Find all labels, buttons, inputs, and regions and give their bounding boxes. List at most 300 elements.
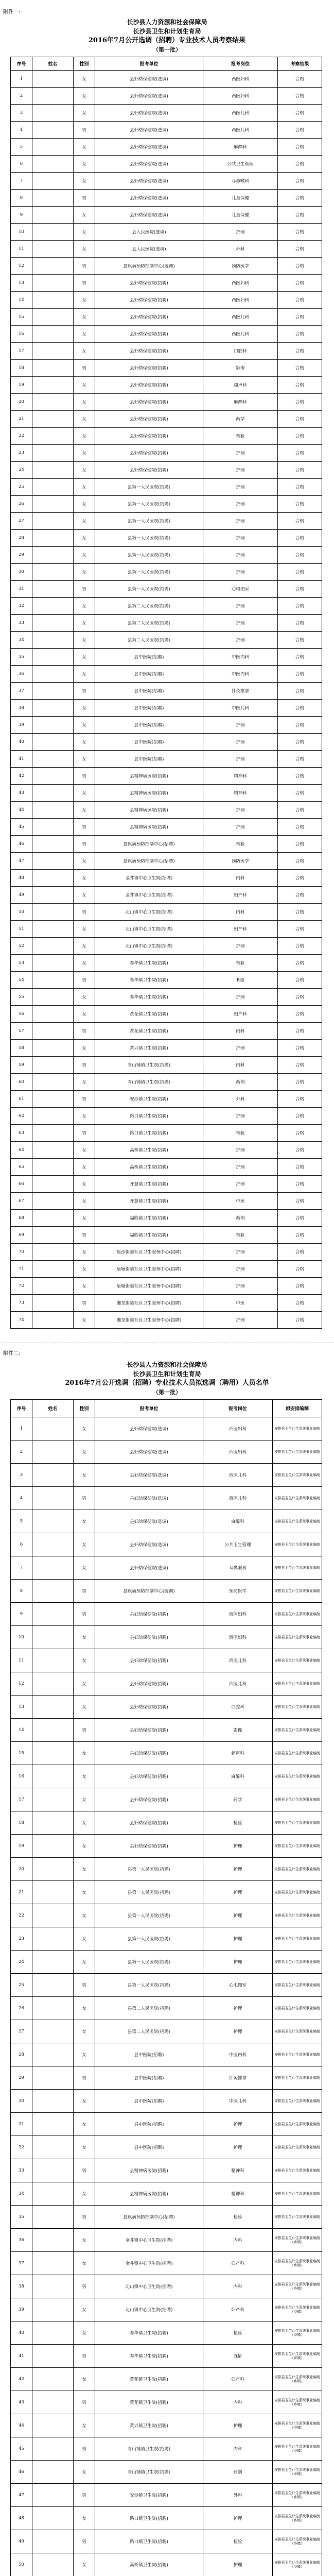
row-post: 西医儿科 bbox=[203, 1487, 273, 1510]
row-result: 合格 bbox=[278, 972, 322, 989]
row-arrangement: 安排县卫生计生系统事业编制 bbox=[273, 1626, 322, 1649]
row-post: 护理 bbox=[203, 2113, 273, 2136]
row-index: 41 bbox=[11, 751, 32, 768]
row-name bbox=[32, 105, 74, 122]
row-name bbox=[32, 1295, 74, 1312]
table-row bbox=[11, 581, 322, 598]
row-index: 3 bbox=[11, 1464, 32, 1487]
row-name bbox=[32, 2275, 74, 2298]
row-post: 检验 bbox=[203, 1227, 278, 1244]
row-index: 15 bbox=[11, 309, 32, 326]
row-gender: 女 bbox=[74, 1742, 95, 1765]
row-name bbox=[32, 2553, 74, 2576]
row-gender: 女 bbox=[74, 1074, 95, 1091]
row-unit: 县中医院(招聘) bbox=[95, 700, 203, 717]
table-row bbox=[11, 309, 322, 326]
row-result: 合格 bbox=[278, 615, 322, 632]
row-gender: 女 bbox=[74, 870, 95, 887]
row-unit: 县妇幼保健院(选调) bbox=[95, 1440, 203, 1464]
row-unit: 县中医院(招聘) bbox=[95, 683, 203, 700]
row-name bbox=[32, 1040, 74, 1057]
row-post: 心电图室 bbox=[203, 1974, 273, 1997]
row-name bbox=[32, 853, 74, 870]
row-index: 25 bbox=[11, 479, 32, 496]
row-index: 25 bbox=[11, 1974, 32, 1997]
row-result: 合格 bbox=[278, 1108, 322, 1125]
annex1-header-gender: 性别 bbox=[74, 57, 95, 71]
row-index: 38 bbox=[11, 700, 32, 717]
row-name bbox=[32, 2461, 74, 2484]
table-row bbox=[11, 1091, 322, 1108]
row-post: 中医 bbox=[203, 1295, 278, 1312]
row-post: 西医儿科 bbox=[203, 1672, 273, 1696]
row-result: 合格 bbox=[278, 683, 322, 700]
row-index: 32 bbox=[11, 598, 32, 615]
row-post: 护理 bbox=[203, 513, 278, 530]
row-index: 47 bbox=[11, 853, 32, 870]
row-unit: 县第一人民医院(招聘) bbox=[95, 479, 203, 496]
table-row bbox=[11, 1788, 322, 1811]
table-row bbox=[11, 853, 322, 870]
row-post: 护理 bbox=[203, 2507, 273, 2530]
row-index: 19 bbox=[11, 377, 32, 394]
row-unit: 县妇幼保健院(选调) bbox=[95, 173, 203, 190]
row-result: 合格 bbox=[278, 428, 322, 445]
row-unit: 县妇幼保健院(招聘) bbox=[95, 1626, 203, 1649]
row-name bbox=[32, 2321, 74, 2345]
table-row bbox=[11, 190, 322, 207]
row-gender: 女 bbox=[74, 853, 95, 870]
row-gender: 女 bbox=[74, 2113, 95, 2136]
row-gender: 男 bbox=[74, 1091, 95, 1108]
row-index: 69 bbox=[11, 1227, 32, 1244]
row-name bbox=[32, 768, 74, 785]
row-index: 45 bbox=[11, 819, 32, 836]
row-arrangement: 安排县卫生计生系统事业编制 bbox=[273, 1556, 322, 1580]
table-row bbox=[11, 1556, 322, 1580]
row-arrangement: 安排县卫生计生系统事业编制（乡镇） bbox=[273, 2345, 322, 2368]
row-name bbox=[32, 1074, 74, 1091]
annex1-header-name: 姓名 bbox=[32, 57, 74, 71]
row-arrangement: 安排县卫生计生系统事业编制 bbox=[273, 1487, 322, 1510]
row-result: 合格 bbox=[278, 360, 322, 377]
row-index: 56 bbox=[11, 1006, 32, 1023]
row-name bbox=[32, 1142, 74, 1159]
row-name bbox=[32, 2345, 74, 2368]
annex1-title-line-2: 长沙县卫生和计划生育局 bbox=[133, 28, 201, 35]
row-gender: 女 bbox=[74, 1312, 95, 1329]
row-index: 62 bbox=[11, 1108, 32, 1125]
annex1-title-line-4: （第一批） bbox=[153, 46, 181, 53]
row-unit: 县妇幼保健院(选调) bbox=[95, 156, 203, 173]
row-name bbox=[32, 785, 74, 802]
annex1-results-table bbox=[10, 57, 322, 1329]
row-gender: 女 bbox=[74, 1417, 95, 1440]
row-name bbox=[32, 513, 74, 530]
row-post: 护理 bbox=[203, 1261, 278, 1278]
table-row bbox=[11, 1672, 322, 1696]
row-result: 合格 bbox=[278, 904, 322, 921]
row-index: 64 bbox=[11, 1142, 32, 1159]
row-gender: 女 bbox=[74, 1626, 95, 1649]
row-gender: 男 bbox=[74, 2437, 95, 2461]
table-row bbox=[11, 2391, 322, 2414]
row-index: 72 bbox=[11, 1278, 32, 1295]
row-post: 预防医学 bbox=[203, 853, 278, 870]
row-result: 合格 bbox=[278, 258, 322, 275]
row-post: 妇产科 bbox=[203, 2252, 273, 2275]
row-post: 检验 bbox=[203, 1125, 278, 1142]
row-index: 26 bbox=[11, 496, 32, 513]
row-unit: 县中医院(招聘) bbox=[95, 751, 203, 768]
row-gender: 女 bbox=[74, 462, 95, 479]
row-post: 外科 bbox=[203, 2484, 273, 2507]
row-unit: 县人民医院(选调) bbox=[95, 241, 203, 258]
table-row bbox=[11, 734, 322, 751]
row-unit: 福临镇卫生院(招聘) bbox=[95, 1210, 203, 1227]
row-name bbox=[32, 2020, 74, 2043]
row-arrangement: 安排县卫生计生系统事业编制（乡镇） bbox=[273, 2530, 322, 2553]
row-post: 护理 bbox=[203, 1904, 273, 1927]
row-index: 51 bbox=[11, 921, 32, 938]
row-gender: 女 bbox=[74, 224, 95, 241]
row-post: 药学 bbox=[203, 1788, 273, 1811]
row-name bbox=[32, 360, 74, 377]
row-gender: 男 bbox=[74, 360, 95, 377]
row-arrangement: 安排县卫生计生系统事业编制（乡镇） bbox=[273, 2252, 322, 2275]
row-name bbox=[32, 1533, 74, 1556]
row-result: 合格 bbox=[278, 751, 322, 768]
row-unit: 安沙镇卫生院(招聘) bbox=[95, 1091, 203, 1108]
row-result: 合格 bbox=[278, 1278, 322, 1295]
table-row bbox=[11, 377, 322, 394]
row-arrangement: 安排县卫生计生系统事业编制 bbox=[273, 2090, 322, 2113]
row-post: 内科 bbox=[203, 2229, 273, 2252]
row-name bbox=[32, 1176, 74, 1193]
table-row bbox=[11, 666, 322, 683]
row-name bbox=[32, 1091, 74, 1108]
row-result: 合格 bbox=[278, 462, 322, 479]
row-name bbox=[32, 717, 74, 734]
table-row bbox=[11, 2159, 322, 2182]
row-gender: 男 bbox=[74, 122, 95, 139]
row-gender: 女 bbox=[74, 2553, 95, 2576]
row-name bbox=[32, 530, 74, 547]
row-index: 57 bbox=[11, 1023, 32, 1040]
row-name bbox=[32, 2090, 74, 2113]
row-gender: 男 bbox=[74, 1227, 95, 1244]
row-post: 护理 bbox=[203, 445, 278, 462]
row-unit: 县第一人民医院(招聘) bbox=[95, 530, 203, 547]
row-arrangement: 安排县卫生计生系统事业编制 bbox=[273, 1672, 322, 1696]
row-name bbox=[32, 1696, 74, 1719]
row-index: 39 bbox=[11, 717, 32, 734]
row-unit: 县疾病预防控制中心(选调) bbox=[95, 258, 203, 275]
annex1-label: 附件一: bbox=[3, 9, 21, 15]
table-row bbox=[11, 2090, 322, 2113]
row-post: 护理 bbox=[203, 734, 278, 751]
row-result: 合格 bbox=[278, 768, 322, 785]
row-post: 护理 bbox=[203, 564, 278, 581]
row-result: 合格 bbox=[278, 1295, 322, 1312]
row-index: 13 bbox=[11, 275, 32, 292]
row-unit: 县妇幼保健院(选调) bbox=[95, 71, 203, 88]
row-gender: 女 bbox=[74, 1142, 95, 1159]
row-post: 外科 bbox=[203, 1091, 278, 1108]
row-index: 59 bbox=[11, 1057, 32, 1074]
table-row bbox=[11, 88, 322, 105]
row-name bbox=[32, 1227, 74, 1244]
table-row bbox=[11, 2020, 322, 2043]
row-name bbox=[32, 1974, 74, 1997]
row-post: 西医妇科 bbox=[203, 1626, 273, 1649]
row-unit: 县精神病医院(招聘) bbox=[95, 819, 203, 836]
row-unit: 县妇幼保健院(招聘) bbox=[95, 1603, 203, 1626]
row-index: 43 bbox=[11, 785, 32, 802]
row-gender: 男 bbox=[74, 972, 95, 989]
table-row bbox=[11, 1227, 322, 1244]
row-index: 19 bbox=[11, 1835, 32, 1858]
row-name bbox=[32, 1580, 74, 1603]
row-name bbox=[32, 1006, 74, 1023]
row-gender: 女 bbox=[74, 1696, 95, 1719]
row-post: 中医内科 bbox=[203, 2043, 273, 2066]
table-row bbox=[11, 2229, 322, 2252]
row-name bbox=[32, 309, 74, 326]
row-name bbox=[32, 2368, 74, 2391]
row-name bbox=[32, 2113, 74, 2136]
row-result: 合格 bbox=[278, 717, 322, 734]
row-post: 药剂 bbox=[203, 2461, 273, 2484]
row-name bbox=[32, 1487, 74, 1510]
row-arrangement: 安排县卫生计生系统事业编制 bbox=[273, 1417, 322, 1440]
row-gender: 女 bbox=[74, 1210, 95, 1227]
row-unit: 县第一人民医院(招聘) bbox=[95, 1951, 203, 1974]
row-index: 44 bbox=[11, 802, 32, 819]
row-index: 27 bbox=[11, 2020, 32, 2043]
table-row bbox=[11, 1765, 322, 1788]
table-row bbox=[11, 1040, 322, 1057]
table-row bbox=[11, 2298, 322, 2321]
row-index: 35 bbox=[11, 649, 32, 666]
row-result: 合格 bbox=[278, 887, 322, 904]
row-unit: 黄花镇卫生院(招聘) bbox=[95, 2391, 203, 2414]
row-index: 10 bbox=[11, 1626, 32, 1649]
row-name bbox=[32, 1244, 74, 1261]
table-row bbox=[11, 1881, 322, 1904]
row-gender: 女 bbox=[74, 1788, 95, 1811]
row-arrangement: 安排县卫生计生系统事业编制 bbox=[273, 1533, 322, 1556]
row-index: 24 bbox=[11, 462, 32, 479]
row-name bbox=[32, 445, 74, 462]
row-result: 合格 bbox=[278, 479, 322, 496]
row-index: 21 bbox=[11, 411, 32, 428]
table-row bbox=[11, 1649, 322, 1672]
row-post: 护理 bbox=[203, 1244, 278, 1261]
row-index: 22 bbox=[11, 1904, 32, 1927]
table-row bbox=[11, 122, 322, 139]
row-post: 耳鼻喉科 bbox=[203, 173, 278, 190]
row-index: 4 bbox=[11, 1487, 32, 1510]
row-unit: 湘龙街道社区卫生服务中心(招聘) bbox=[95, 1312, 203, 1329]
row-post: 内科 bbox=[203, 2391, 273, 2414]
table-row bbox=[11, 1951, 322, 1974]
row-post: 护理 bbox=[203, 1858, 273, 1881]
row-result: 合格 bbox=[278, 836, 322, 853]
row-index: 58 bbox=[11, 1040, 32, 1057]
row-gender: 女 bbox=[74, 1464, 95, 1487]
row-post: 药学 bbox=[203, 411, 278, 428]
row-post: 麻醉科 bbox=[203, 139, 278, 156]
row-gender: 女 bbox=[74, 2298, 95, 2321]
row-index: 27 bbox=[11, 513, 32, 530]
annex1-header-result: 考察结果 bbox=[278, 57, 322, 71]
row-result: 合格 bbox=[278, 1125, 322, 1142]
table-row bbox=[11, 2136, 322, 2159]
row-gender: 男 bbox=[74, 683, 95, 700]
row-result: 合格 bbox=[278, 1074, 322, 1091]
row-unit: 春华镇卫生院(招聘) bbox=[95, 955, 203, 972]
row-gender: 女 bbox=[74, 1261, 95, 1278]
row-index: 40 bbox=[11, 734, 32, 751]
row-index: 9 bbox=[11, 207, 32, 224]
row-result: 合格 bbox=[278, 734, 322, 751]
row-name bbox=[32, 2484, 74, 2507]
row-post: 公共卫生管理 bbox=[203, 1533, 273, 1556]
table-row bbox=[11, 156, 322, 173]
row-post: 中医内科 bbox=[203, 649, 278, 666]
row-result: 合格 bbox=[278, 989, 322, 1006]
table-row bbox=[11, 2368, 322, 2391]
row-gender: 女 bbox=[74, 377, 95, 394]
row-index: 10 bbox=[11, 224, 32, 241]
row-result: 合格 bbox=[278, 1040, 322, 1057]
row-result: 合格 bbox=[278, 105, 322, 122]
row-unit: 县中医院(招聘) bbox=[95, 2090, 203, 2113]
row-index: 34 bbox=[11, 2182, 32, 2206]
table-row bbox=[11, 360, 322, 377]
table-row bbox=[11, 1006, 322, 1023]
row-index: 37 bbox=[11, 683, 32, 700]
row-result: 合格 bbox=[278, 275, 322, 292]
table-row bbox=[11, 139, 322, 156]
row-arrangement: 安排县卫生计生系统事业编制 bbox=[273, 1742, 322, 1765]
row-index: 9 bbox=[11, 1603, 32, 1626]
row-gender: 男 bbox=[74, 1023, 95, 1040]
row-name bbox=[32, 989, 74, 1006]
table-row bbox=[11, 1464, 322, 1487]
row-name bbox=[32, 683, 74, 700]
table-row bbox=[11, 921, 322, 938]
row-unit: 县妇幼保健院(选调) bbox=[95, 1417, 203, 1440]
row-gender: 女 bbox=[74, 785, 95, 802]
row-gender: 男 bbox=[74, 2530, 95, 2553]
row-unit: 县精神病医院(招聘) bbox=[95, 768, 203, 785]
row-name bbox=[32, 1765, 74, 1788]
row-index: 12 bbox=[11, 258, 32, 275]
row-post: 中医儿科 bbox=[203, 2090, 273, 2113]
row-gender: 女 bbox=[74, 1278, 95, 1295]
row-name bbox=[32, 938, 74, 955]
table-row bbox=[11, 394, 322, 411]
table-row bbox=[11, 2507, 322, 2530]
row-post: 护理 bbox=[203, 1108, 278, 1125]
row-index: 24 bbox=[11, 1951, 32, 1974]
row-result: 合格 bbox=[278, 224, 322, 241]
row-post: 麻醉科 bbox=[203, 1510, 273, 1533]
table-row bbox=[11, 904, 322, 921]
row-gender: 男 bbox=[74, 2345, 95, 2368]
table-row bbox=[11, 955, 322, 972]
row-index: 48 bbox=[11, 2507, 32, 2530]
row-gender: 女 bbox=[74, 428, 95, 445]
row-unit: 县妇幼保健院(选调) bbox=[95, 1533, 203, 1556]
row-gender: 女 bbox=[74, 666, 95, 683]
row-result: 合格 bbox=[278, 190, 322, 207]
row-index: 11 bbox=[11, 1649, 32, 1672]
row-unit: 县第二人民医院(招聘) bbox=[95, 2020, 203, 2043]
row-gender: 女 bbox=[74, 2229, 95, 2252]
table-row bbox=[11, 530, 322, 547]
row-result: 合格 bbox=[278, 394, 322, 411]
table-row bbox=[11, 326, 322, 343]
row-name bbox=[32, 1125, 74, 1142]
annex2-header-arrangement: 拟安排编制 bbox=[273, 1400, 322, 1417]
table-row bbox=[11, 258, 322, 275]
table-row bbox=[11, 2252, 322, 2275]
table-row bbox=[11, 2113, 322, 2136]
row-index: 32 bbox=[11, 2136, 32, 2159]
row-name bbox=[32, 2066, 74, 2090]
table-row bbox=[11, 1626, 322, 1649]
row-gender: 男 bbox=[74, 1295, 95, 1312]
row-result: 合格 bbox=[278, 1159, 322, 1176]
row-post: 护理 bbox=[203, 802, 278, 819]
row-arrangement: 安排县卫生计生系统事业编制（乡镇） bbox=[273, 2437, 322, 2461]
row-result: 合格 bbox=[278, 139, 322, 156]
row-unit: 县中医院(招聘) bbox=[95, 734, 203, 751]
row-name bbox=[32, 1951, 74, 1974]
row-post: 内科 bbox=[203, 1023, 278, 1040]
row-unit: 县妇幼保健院(选调) bbox=[95, 1464, 203, 1487]
row-unit: 县妇幼保健院(招聘) bbox=[95, 309, 203, 326]
row-gender: 女 bbox=[74, 615, 95, 632]
row-unit: 青山铺镇卫生院(招聘) bbox=[95, 2461, 203, 2484]
row-index: 16 bbox=[11, 326, 32, 343]
row-post: 护理 bbox=[203, 530, 278, 547]
row-unit: 县妇幼保健院(招聘) bbox=[95, 275, 203, 292]
row-name bbox=[32, 1997, 74, 2020]
row-arrangement: 安排县卫生计生系统事业编制 bbox=[273, 1811, 322, 1835]
row-name bbox=[32, 1811, 74, 1835]
row-unit: 青山铺镇卫生院(招聘) bbox=[95, 2437, 203, 2461]
row-arrangement: 安排县卫生计生系统事业编制 bbox=[273, 1649, 322, 1672]
row-gender: 女 bbox=[74, 445, 95, 462]
row-post: 护理 bbox=[203, 479, 278, 496]
row-gender: 女 bbox=[74, 241, 95, 258]
table-row bbox=[11, 292, 322, 309]
row-result: 合格 bbox=[278, 1023, 322, 1040]
row-name bbox=[32, 462, 74, 479]
table-row bbox=[11, 1261, 322, 1278]
row-index: 14 bbox=[11, 1719, 32, 1742]
row-unit: 县疾病预防控制中心(招聘) bbox=[95, 853, 203, 870]
row-gender: 女 bbox=[74, 1835, 95, 1858]
row-post: 妇产科 bbox=[203, 2368, 273, 2391]
row-unit: 县妇幼保健院(招聘) bbox=[95, 326, 203, 343]
row-post: 护理 bbox=[203, 1159, 278, 1176]
row-unit: 县第一人民医院(招聘) bbox=[95, 513, 203, 530]
